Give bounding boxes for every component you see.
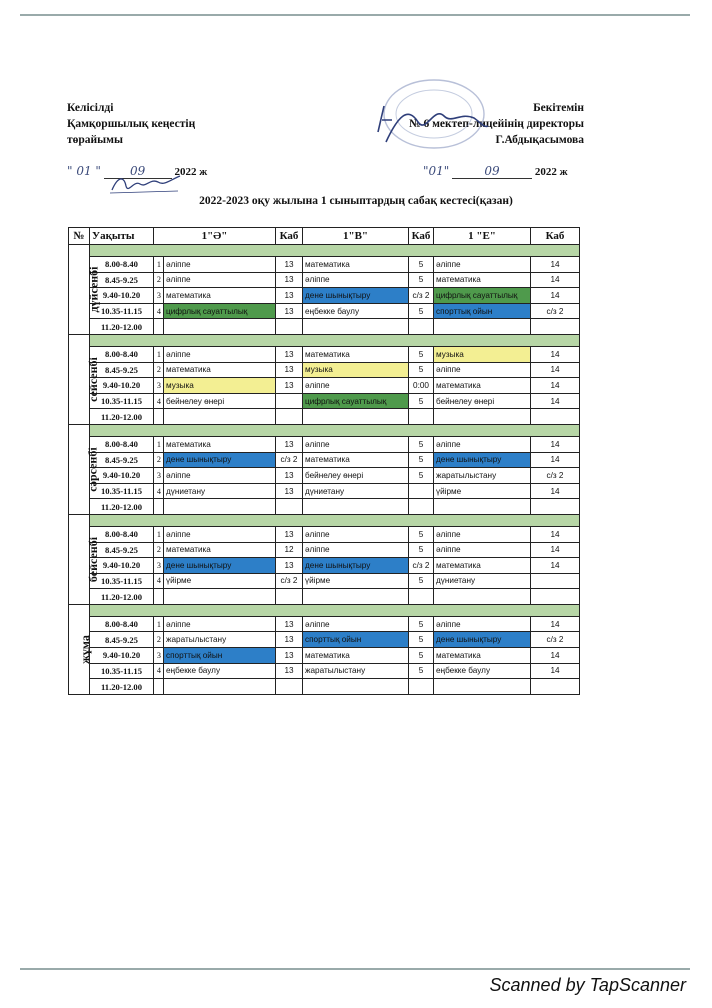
class-v-room-cell: с/з 2 [409, 558, 434, 574]
class-e-room-cell: 14 [531, 393, 580, 409]
class-e-subject-cell: әліппе [434, 542, 531, 558]
scanner-watermark: Scanned by TapScanner [489, 975, 686, 995]
class-v-room-cell: 5 [409, 542, 434, 558]
class-e-room-cell: 14 [531, 483, 580, 499]
class-v-room-cell [409, 409, 434, 425]
lesson-number-cell: 4 [154, 663, 164, 679]
class-e-subject-cell: еңбекке баулу [434, 663, 531, 679]
class-v-subject-cell [303, 589, 409, 605]
class-a-subject-cell: математика [164, 362, 276, 378]
day-label-cell [69, 604, 90, 694]
agreed-label: Келісілді [67, 102, 114, 114]
table-row [69, 257, 580, 273]
class-v-subject-cell: цифрлық сауаттылық [303, 393, 409, 409]
separator-band [90, 514, 580, 526]
class-a-subject-cell: жаратылыстану [164, 632, 276, 648]
class-v-subject-cell: дене шынықтыру [303, 288, 409, 304]
time-cell: 8.00-8.40 [90, 526, 154, 542]
class-e-subject-cell: әліппе [434, 362, 531, 378]
time-cell: 11.20-12.00 [90, 409, 154, 425]
class-a-room-cell: 13 [276, 616, 303, 632]
class-e-room-cell: 14 [531, 648, 580, 664]
time-cell: 8.00-8.40 [90, 346, 154, 362]
class-v-subject-cell: әліппе [303, 436, 409, 452]
lesson-number-cell [154, 679, 164, 695]
left-signature [108, 172, 184, 196]
time-cell: 10.35-11.15 [90, 573, 154, 589]
class-a-subject-cell: әліппе [164, 257, 276, 273]
time-cell: 8.00-8.40 [90, 616, 154, 632]
class-a-subject-cell: спорттық ойын [164, 648, 276, 664]
class-e-subject-cell [434, 499, 531, 515]
class-a-room-cell: 13 [276, 436, 303, 452]
class-v-room-cell [409, 679, 434, 695]
class-e-subject-cell: бейнелеу өнері [434, 393, 531, 409]
day-name: жұма [77, 634, 92, 664]
table-row [69, 679, 580, 695]
class-a-subject-cell: математика [164, 436, 276, 452]
top-border-line [20, 14, 690, 16]
class-v-room-cell: с/з 2 [409, 288, 434, 304]
table-row [69, 526, 580, 542]
class-e-subject-cell [434, 319, 531, 335]
class-a-subject-cell: дүниетану [164, 483, 276, 499]
class-a-room-cell: 13 [276, 378, 303, 394]
class-v-subject-cell: әліппе [303, 526, 409, 542]
class-a-subject-cell: әліппе [164, 346, 276, 362]
table-row [69, 272, 580, 288]
class-e-subject-cell: цифрлық сауаттылық [434, 288, 531, 304]
class-a-room-cell: 13 [276, 526, 303, 542]
class-e-subject-cell: дене шынықтыру [434, 452, 531, 468]
class-a-subject-cell: цифрлық сауаттылық [164, 303, 276, 319]
class-v-room-cell: 5 [409, 393, 434, 409]
lesson-number-cell: 3 [154, 288, 164, 304]
table-row [69, 409, 580, 425]
time-cell: 10.35-11.15 [90, 393, 154, 409]
time-cell: 9.40-10.20 [90, 558, 154, 574]
class-v-room-cell: 5 [409, 362, 434, 378]
class-a-subject-cell: әліппе [164, 526, 276, 542]
class-e-room-cell [531, 319, 580, 335]
class-v-room-cell: 5 [409, 436, 434, 452]
day-name: сәрсенбі [85, 447, 100, 492]
class-a-room-cell: 13 [276, 663, 303, 679]
class-v-subject-cell [303, 499, 409, 515]
approve-label: Бекітемін [533, 102, 584, 114]
class-e-subject-cell: математика [434, 648, 531, 664]
table-row [69, 499, 580, 515]
lesson-number-cell: 4 [154, 303, 164, 319]
right-date-month: 09 [452, 164, 532, 179]
table-row [69, 632, 580, 648]
class-a-room-cell: 13 [276, 468, 303, 484]
class-v-subject-cell: әліппе [303, 378, 409, 394]
class-a-subject-cell: музыка [164, 378, 276, 394]
class-e-room-cell: с/з 2 [531, 468, 580, 484]
class-e-room-cell: 14 [531, 436, 580, 452]
class-a-room-cell: 13 [276, 483, 303, 499]
class-v-room-cell [409, 483, 434, 499]
class-a-subject-cell: еңбекке баулу [164, 663, 276, 679]
table-row [69, 483, 580, 499]
class-e-room-cell: 14 [531, 346, 580, 362]
class-e-subject-cell: жаратылыстану [434, 468, 531, 484]
class-e-subject-cell: әліппе [434, 526, 531, 542]
table-header-row [69, 228, 580, 245]
class-v-room-cell: 0:00 [409, 378, 434, 394]
class-e-subject-cell: математика [434, 558, 531, 574]
lesson-number-cell: 4 [154, 393, 164, 409]
class-v-subject-cell: жаратылыстану [303, 663, 409, 679]
time-cell: 10.35-11.15 [90, 303, 154, 319]
class-e-subject-cell: әліппе [434, 257, 531, 273]
class-e-room-cell [531, 589, 580, 605]
class-v-subject-cell: музыка [303, 362, 409, 378]
class-e-room-cell [531, 409, 580, 425]
time-cell: 8.00-8.40 [90, 257, 154, 273]
table-row [69, 303, 580, 319]
class-e-room-cell: 14 [531, 558, 580, 574]
left-date-month: 09 [104, 164, 172, 179]
class-v-subject-cell: әліппе [303, 272, 409, 288]
class-a-subject-cell: әліппе [164, 616, 276, 632]
class-e-room-cell: 14 [531, 526, 580, 542]
time-cell: 8.45-9.25 [90, 272, 154, 288]
class-a-room-cell [276, 409, 303, 425]
class-e-room-cell [531, 573, 580, 589]
time-cell: 8.45-9.25 [90, 632, 154, 648]
class-v-subject-cell: математика [303, 346, 409, 362]
director-name: Г.Абдықасымова [495, 134, 584, 146]
lesson-number-cell: 1 [154, 526, 164, 542]
class-v-room-cell: 5 [409, 346, 434, 362]
lesson-number-cell: 1 [154, 346, 164, 362]
table-row [69, 648, 580, 664]
lesson-number-cell: 3 [154, 648, 164, 664]
time-cell: 9.40-10.20 [90, 288, 154, 304]
class-v-room-cell [409, 589, 434, 605]
class-a-subject-cell: математика [164, 288, 276, 304]
class-v-room-cell: 5 [409, 526, 434, 542]
class-v-room-cell [409, 319, 434, 335]
day-separator-row [69, 334, 580, 346]
class-v-room-cell: 5 [409, 272, 434, 288]
class-v-subject-cell: математика [303, 452, 409, 468]
class-a-subject-cell [164, 679, 276, 695]
lesson-number-cell: 1 [154, 616, 164, 632]
class-e-room-cell: 14 [531, 288, 580, 304]
time-cell: 8.45-9.25 [90, 362, 154, 378]
class-v-room-cell: 5 [409, 663, 434, 679]
class-a-subject-cell [164, 319, 276, 335]
class-a-room-cell [276, 589, 303, 605]
separator-band [90, 424, 580, 436]
class-v-subject-cell: еңбекке баулу [303, 303, 409, 319]
left-date-day: " 01 " [67, 164, 101, 178]
lesson-number-cell: 2 [154, 362, 164, 378]
class-a-subject-cell: әліппе [164, 272, 276, 288]
class-a-room-cell: 13 [276, 272, 303, 288]
time-cell: 11.20-12.00 [90, 589, 154, 605]
class-v-room-cell: 5 [409, 573, 434, 589]
class-e-subject-cell: спорттық ойын [434, 303, 531, 319]
header-class-v: 1"В" [303, 228, 409, 245]
time-cell: 11.20-12.00 [90, 499, 154, 515]
day-name: дүйсенбі [86, 266, 101, 313]
class-v-subject-cell: спорттық ойын [303, 632, 409, 648]
class-e-room-cell: 14 [531, 272, 580, 288]
chair-label: төрайымы [67, 134, 123, 146]
class-a-room-cell: 13 [276, 303, 303, 319]
class-e-subject-cell: әліппе [434, 436, 531, 452]
schedule-title: 2022-2023 оқу жылына 1 сыныптардың сабақ кестесі(қазан) [199, 195, 513, 207]
class-e-room-cell: 14 [531, 257, 580, 273]
class-a-subject-cell: математика [164, 542, 276, 558]
header-number: № [69, 228, 90, 245]
class-a-subject-cell: бейнелеу өнері [164, 393, 276, 409]
class-v-subject-cell: дүниетану [303, 483, 409, 499]
bottom-border-line [20, 968, 690, 970]
day-separator-row [69, 245, 580, 257]
table-row [69, 542, 580, 558]
class-v-room-cell: 5 [409, 257, 434, 273]
class-e-subject-cell [434, 409, 531, 425]
school-stamp [378, 76, 490, 162]
separator-band [90, 334, 580, 346]
day-label-cell [69, 334, 100, 424]
class-a-room-cell [276, 679, 303, 695]
lesson-number-cell [154, 499, 164, 515]
table-row [69, 288, 580, 304]
lesson-number-cell: 3 [154, 468, 164, 484]
time-cell: 8.45-9.25 [90, 452, 154, 468]
class-a-subject-cell: дене шынықтыру [164, 452, 276, 468]
separator-band [90, 604, 580, 616]
class-a-room-cell: 13 [276, 288, 303, 304]
council-label: Қамқоршылық кеңестің [67, 118, 196, 130]
lesson-number-cell: 4 [154, 483, 164, 499]
table-row [69, 436, 580, 452]
class-a-room-cell: с/з 2 [276, 573, 303, 589]
day-separator-row [69, 514, 580, 526]
class-e-subject-cell: дүниетану [434, 573, 531, 589]
class-a-room-cell: 13 [276, 558, 303, 574]
class-e-room-cell [531, 679, 580, 695]
class-a-room-cell [276, 499, 303, 515]
day-label-cell [69, 514, 101, 604]
class-a-subject-cell: дене шынықтыру [164, 558, 276, 574]
time-cell: 10.35-11.15 [90, 663, 154, 679]
class-v-room-cell: 5 [409, 632, 434, 648]
class-a-room-cell: с/з 2 [276, 452, 303, 468]
class-e-subject-cell: математика [434, 272, 531, 288]
lesson-number-cell [154, 319, 164, 335]
class-e-room-cell: 14 [531, 362, 580, 378]
class-a-room-cell: 13 [276, 257, 303, 273]
table-row [69, 319, 580, 335]
lesson-number-cell: 2 [154, 272, 164, 288]
director-label: № 6 мектеп-лицейінің директоры [409, 118, 584, 130]
header-room-a: Каб [276, 228, 303, 245]
class-e-room-cell [531, 499, 580, 515]
class-v-room-cell: 5 [409, 648, 434, 664]
class-e-room-cell: 14 [531, 542, 580, 558]
right-date [423, 164, 568, 179]
class-v-room-cell: 5 [409, 616, 434, 632]
lesson-number-cell: 2 [154, 632, 164, 648]
class-a-subject-cell [164, 499, 276, 515]
class-a-room-cell [276, 319, 303, 335]
class-e-room-cell: с/з 2 [531, 303, 580, 319]
class-e-subject-cell: үйірме [434, 483, 531, 499]
time-cell: 10.35-11.15 [90, 483, 154, 499]
time-cell: 9.40-10.20 [90, 648, 154, 664]
class-a-room-cell [276, 393, 303, 409]
table-row [69, 452, 580, 468]
table-row [69, 346, 580, 362]
day-separator-row [69, 604, 580, 616]
class-v-subject-cell [303, 679, 409, 695]
class-v-room-cell: 5 [409, 468, 434, 484]
class-a-subject-cell: үйірме [164, 573, 276, 589]
class-v-subject-cell [303, 319, 409, 335]
class-a-room-cell: 13 [276, 632, 303, 648]
class-v-subject-cell: бейнелеу өнері [303, 468, 409, 484]
left-date-year: 2022 ж [174, 166, 208, 178]
header-class-e: 1 "Е" [434, 228, 531, 245]
table-row [69, 362, 580, 378]
class-e-room-cell: 14 [531, 663, 580, 679]
table-row [69, 663, 580, 679]
table-row [69, 573, 580, 589]
class-a-subject-cell [164, 589, 276, 605]
class-a-room-cell: 13 [276, 346, 303, 362]
class-a-room-cell: 13 [276, 362, 303, 378]
class-e-subject-cell [434, 679, 531, 695]
lesson-number-cell: 2 [154, 542, 164, 558]
class-v-room-cell [409, 499, 434, 515]
class-e-subject-cell: музыка [434, 346, 531, 362]
table-row [69, 378, 580, 394]
day-label-cell [69, 424, 100, 514]
schedule-table [68, 227, 580, 695]
header-room-e: Каб [531, 228, 580, 245]
class-e-subject-cell: математика [434, 378, 531, 394]
class-e-subject-cell [434, 589, 531, 605]
class-v-subject-cell: математика [303, 648, 409, 664]
class-v-subject-cell: әліппе [303, 616, 409, 632]
time-cell: 11.20-12.00 [90, 319, 154, 335]
class-a-room-cell: 13 [276, 648, 303, 664]
day-name: сейсенбі [85, 357, 100, 402]
separator-band [90, 245, 580, 257]
class-e-subject-cell: дене шынықтыру [434, 632, 531, 648]
table-row [69, 616, 580, 632]
table-row [69, 558, 580, 574]
class-v-room-cell: 5 [409, 452, 434, 468]
class-v-subject-cell: математика [303, 257, 409, 273]
class-e-room-cell: 14 [531, 452, 580, 468]
class-v-subject-cell [303, 409, 409, 425]
class-e-room-cell: с/з 2 [531, 632, 580, 648]
right-date-day: "01" [423, 164, 450, 178]
table-row [69, 393, 580, 409]
lesson-number-cell: 1 [154, 436, 164, 452]
class-v-subject-cell: дене шынықтыру [303, 558, 409, 574]
class-v-subject-cell: әліппе [303, 542, 409, 558]
right-date-year: 2022 ж [534, 166, 568, 178]
class-e-subject-cell: әліппе [434, 616, 531, 632]
lesson-number-cell [154, 409, 164, 425]
lesson-number-cell: 1 [154, 257, 164, 273]
class-v-room-cell: 5 [409, 303, 434, 319]
class-e-room-cell: 14 [531, 616, 580, 632]
header-time: Уақыты [90, 228, 154, 245]
class-v-subject-cell: үйірме [303, 573, 409, 589]
table-row [69, 589, 580, 605]
time-cell: 8.00-8.40 [90, 436, 154, 452]
time-cell: 9.40-10.20 [90, 468, 154, 484]
day-name: бейсенбі [86, 536, 101, 582]
class-a-subject-cell [164, 409, 276, 425]
time-cell: 8.45-9.25 [90, 542, 154, 558]
lesson-number-cell: 3 [154, 378, 164, 394]
table-row [69, 468, 580, 484]
class-a-subject-cell: әліппе [164, 468, 276, 484]
header-class-a: 1"Ә" [154, 228, 276, 245]
lesson-number-cell: 2 [154, 452, 164, 468]
lesson-number-cell: 3 [154, 558, 164, 574]
approval-left-block [67, 100, 195, 148]
class-e-room-cell: 14 [531, 378, 580, 394]
day-separator-row [69, 424, 580, 436]
header-room-v: Каб [409, 228, 434, 245]
time-cell: 9.40-10.20 [90, 378, 154, 394]
day-label-cell [69, 245, 101, 335]
time-cell: 11.20-12.00 [90, 679, 154, 695]
lesson-number-cell: 4 [154, 573, 164, 589]
class-a-room-cell: 12 [276, 542, 303, 558]
lesson-number-cell [154, 589, 164, 605]
